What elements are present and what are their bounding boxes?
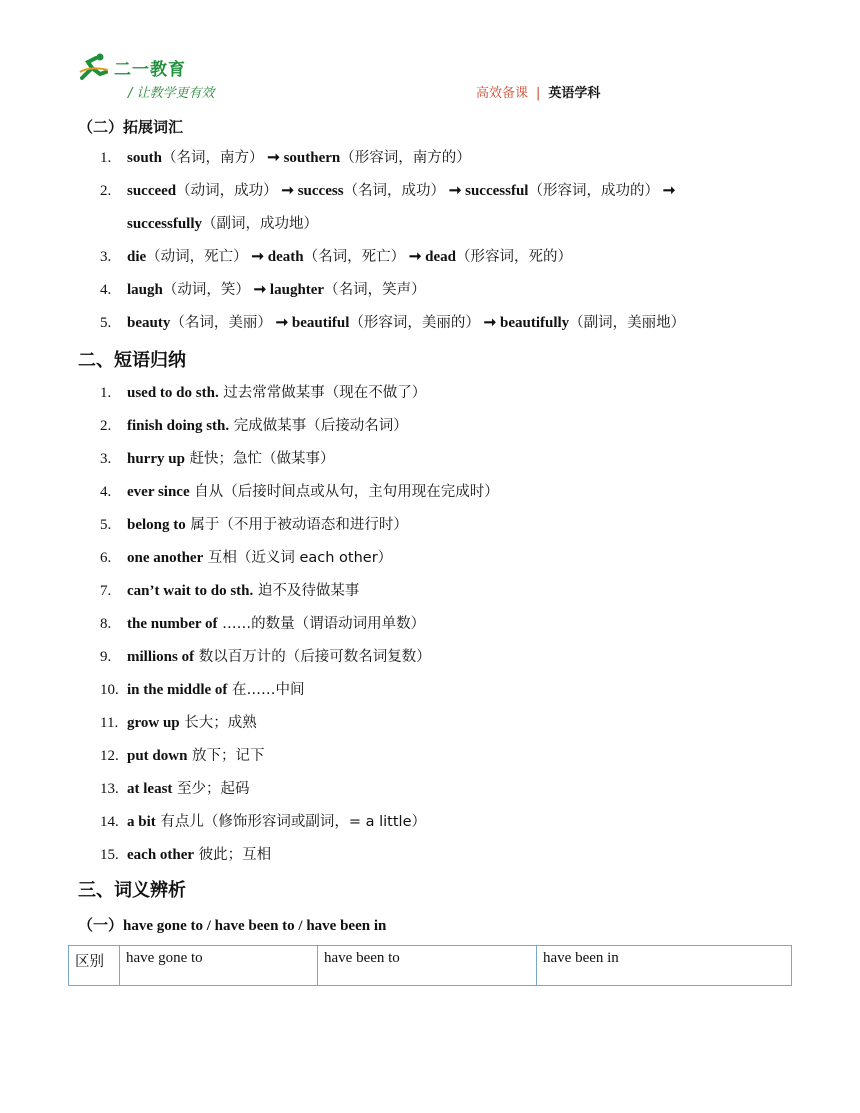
gloss: （动词，笑） bbox=[162, 282, 250, 298]
item-number: 2. bbox=[100, 183, 112, 199]
gloss: （形容词，美丽的） bbox=[349, 315, 480, 331]
phrase-cn: ……的数量（谓语动词用单数） bbox=[217, 616, 426, 632]
gloss: （形容词，死的） bbox=[456, 249, 572, 265]
item-number: 6. bbox=[100, 550, 112, 566]
item-number: 1. bbox=[100, 150, 112, 166]
phrase-en: in the middle of bbox=[127, 682, 228, 698]
item-number: 7. bbox=[100, 583, 112, 599]
phrase-en: put down bbox=[127, 748, 188, 764]
phrase-en: used to do sth. bbox=[127, 385, 219, 401]
gloss: （名词，笑声） bbox=[324, 282, 426, 298]
phrase-cn: 放下；记下 bbox=[187, 748, 265, 764]
phrase-cn: 有点儿（修饰形容词或副词，= a little） bbox=[155, 814, 427, 830]
item-text bbox=[127, 548, 392, 568]
phrase-en: millions of bbox=[127, 649, 195, 665]
term: ➞ death bbox=[247, 249, 304, 265]
phrase-en: finish doing sth. bbox=[127, 418, 230, 434]
page-header bbox=[0, 0, 860, 110]
gloss: （动词，死亡） bbox=[146, 249, 248, 265]
gloss: （名词，成功） bbox=[343, 183, 446, 199]
table-cell: 区别 bbox=[69, 946, 120, 986]
gloss: （动词，成功） bbox=[176, 183, 278, 199]
meaning-subtitle-prefix: （一） bbox=[78, 916, 124, 934]
item-number: 5. bbox=[100, 315, 112, 331]
item-text bbox=[127, 812, 426, 832]
item-number: 14. bbox=[100, 814, 119, 830]
item-number: 10. bbox=[100, 682, 119, 698]
brand-name: 二一教育 bbox=[114, 60, 186, 80]
item-text bbox=[127, 680, 305, 700]
term: south bbox=[127, 150, 163, 166]
term: laugh bbox=[127, 282, 163, 298]
gloss: （形容词，成功的） bbox=[528, 183, 659, 199]
phrase-en: hurry up bbox=[127, 451, 185, 467]
meaning-subtitle-text: have gone to / have been to / have been in bbox=[123, 918, 387, 934]
item-text bbox=[127, 181, 675, 201]
phrase-en: one another bbox=[127, 550, 204, 566]
term: ➞ successful bbox=[445, 183, 529, 199]
item-text bbox=[127, 614, 425, 634]
item-text bbox=[127, 845, 271, 865]
item-text bbox=[127, 148, 471, 168]
meaning-subtitle bbox=[78, 914, 386, 935]
gloss: （名词，美丽） bbox=[170, 315, 272, 331]
phrase-cn: 属于（不用于被动语态和进行时） bbox=[185, 517, 408, 533]
item-number: 13. bbox=[100, 781, 119, 797]
gloss: （形容词，南方的） bbox=[340, 150, 471, 166]
term: ➞ bbox=[658, 183, 676, 199]
item-number: 11. bbox=[100, 715, 119, 731]
item-number: 8. bbox=[100, 616, 112, 632]
table-cell: have been in bbox=[537, 946, 792, 986]
ext-vocab-title: （二）拓展词汇 bbox=[78, 118, 184, 136]
phrase-en: belong to bbox=[127, 517, 186, 533]
phrase-cn: 互相（近义词 each other） bbox=[203, 550, 393, 566]
item-text bbox=[127, 746, 265, 766]
item-number: 2. bbox=[100, 418, 112, 434]
item-number: 1. bbox=[100, 385, 112, 401]
item-number: 5. bbox=[100, 517, 112, 533]
item-text bbox=[127, 647, 431, 667]
table-cell: have been to bbox=[318, 946, 537, 986]
term: ➞ beautiful bbox=[271, 315, 350, 331]
phrase-en: at least bbox=[127, 781, 173, 797]
term: succeed bbox=[127, 183, 177, 199]
phrase-cn: 在……中间 bbox=[227, 682, 305, 698]
item-text bbox=[127, 515, 408, 535]
item-text bbox=[127, 449, 335, 469]
item-text bbox=[127, 247, 572, 267]
gloss: （副词，美丽地） bbox=[569, 315, 686, 331]
item-number: 3. bbox=[100, 451, 112, 467]
term: die bbox=[127, 249, 147, 265]
phrase-cn: 完成做某事（后接动名词） bbox=[229, 418, 408, 434]
phrase-en: the number of bbox=[127, 616, 218, 632]
slogan: / 让教学更有效 bbox=[128, 86, 215, 101]
item-number: 12. bbox=[100, 748, 119, 764]
table-cell: have gone to bbox=[120, 946, 318, 986]
item-number: 4. bbox=[100, 484, 112, 500]
phrase-cn: 长大；成熟 bbox=[179, 715, 257, 731]
item-text bbox=[127, 383, 426, 403]
phrase-cn: 数以百万计的（后接可数名词复数） bbox=[194, 649, 431, 665]
phrase-cn: 过去常常做某事（现在不做了） bbox=[218, 385, 427, 401]
header-subject-label: 英语学科 bbox=[548, 86, 601, 101]
header-separator: | bbox=[536, 86, 541, 101]
item-text bbox=[127, 779, 250, 799]
item-text bbox=[127, 713, 257, 733]
comparison-table bbox=[68, 945, 792, 986]
phrase-en: each other bbox=[127, 847, 195, 863]
phrase-en: a bit bbox=[127, 814, 156, 830]
header-subject bbox=[476, 82, 600, 101]
term: ➞ success bbox=[277, 183, 344, 199]
term: successfully bbox=[127, 216, 202, 232]
term: beauty bbox=[127, 315, 171, 331]
term: ➞ laughter bbox=[249, 282, 325, 298]
phrase-en: ever since bbox=[127, 484, 190, 500]
item-number: 3. bbox=[100, 249, 112, 265]
item-text bbox=[127, 313, 685, 333]
gloss: （名词，死亡） bbox=[303, 249, 406, 265]
phrase-en: grow up bbox=[127, 715, 180, 731]
term: ➞ dead bbox=[405, 249, 456, 265]
phrase-cn: 赶快；急忙（做某事） bbox=[184, 451, 335, 467]
meaning-title: 三、词义辨析 bbox=[78, 880, 186, 901]
item-number: 9. bbox=[100, 649, 112, 665]
item-number: 15. bbox=[100, 847, 119, 863]
phrase-cn: 至少；起码 bbox=[172, 781, 250, 797]
item-text bbox=[127, 581, 359, 601]
gloss: （副词，成功地） bbox=[202, 216, 318, 232]
term: ➞ southern bbox=[263, 150, 341, 166]
header-tag: 高效备课 bbox=[476, 86, 529, 101]
table-row bbox=[69, 946, 792, 986]
gloss: （名词，南方） bbox=[162, 150, 264, 166]
phrase-en: can’t wait to do sth. bbox=[127, 583, 254, 599]
phrase-cn: 彼此；互相 bbox=[194, 847, 272, 863]
phrases-title: 二、短语归纳 bbox=[78, 350, 186, 371]
term: ➞ beautifully bbox=[479, 315, 570, 331]
item-text bbox=[127, 416, 408, 436]
item-number: 4. bbox=[100, 282, 112, 298]
phrase-cn: 迫不及待做某事 bbox=[253, 583, 360, 599]
phrase-cn: 自从（后接时间点或从句，主句用现在完成时） bbox=[189, 484, 499, 500]
item-text bbox=[127, 482, 499, 502]
item-text bbox=[127, 280, 426, 300]
item-text bbox=[127, 214, 318, 234]
